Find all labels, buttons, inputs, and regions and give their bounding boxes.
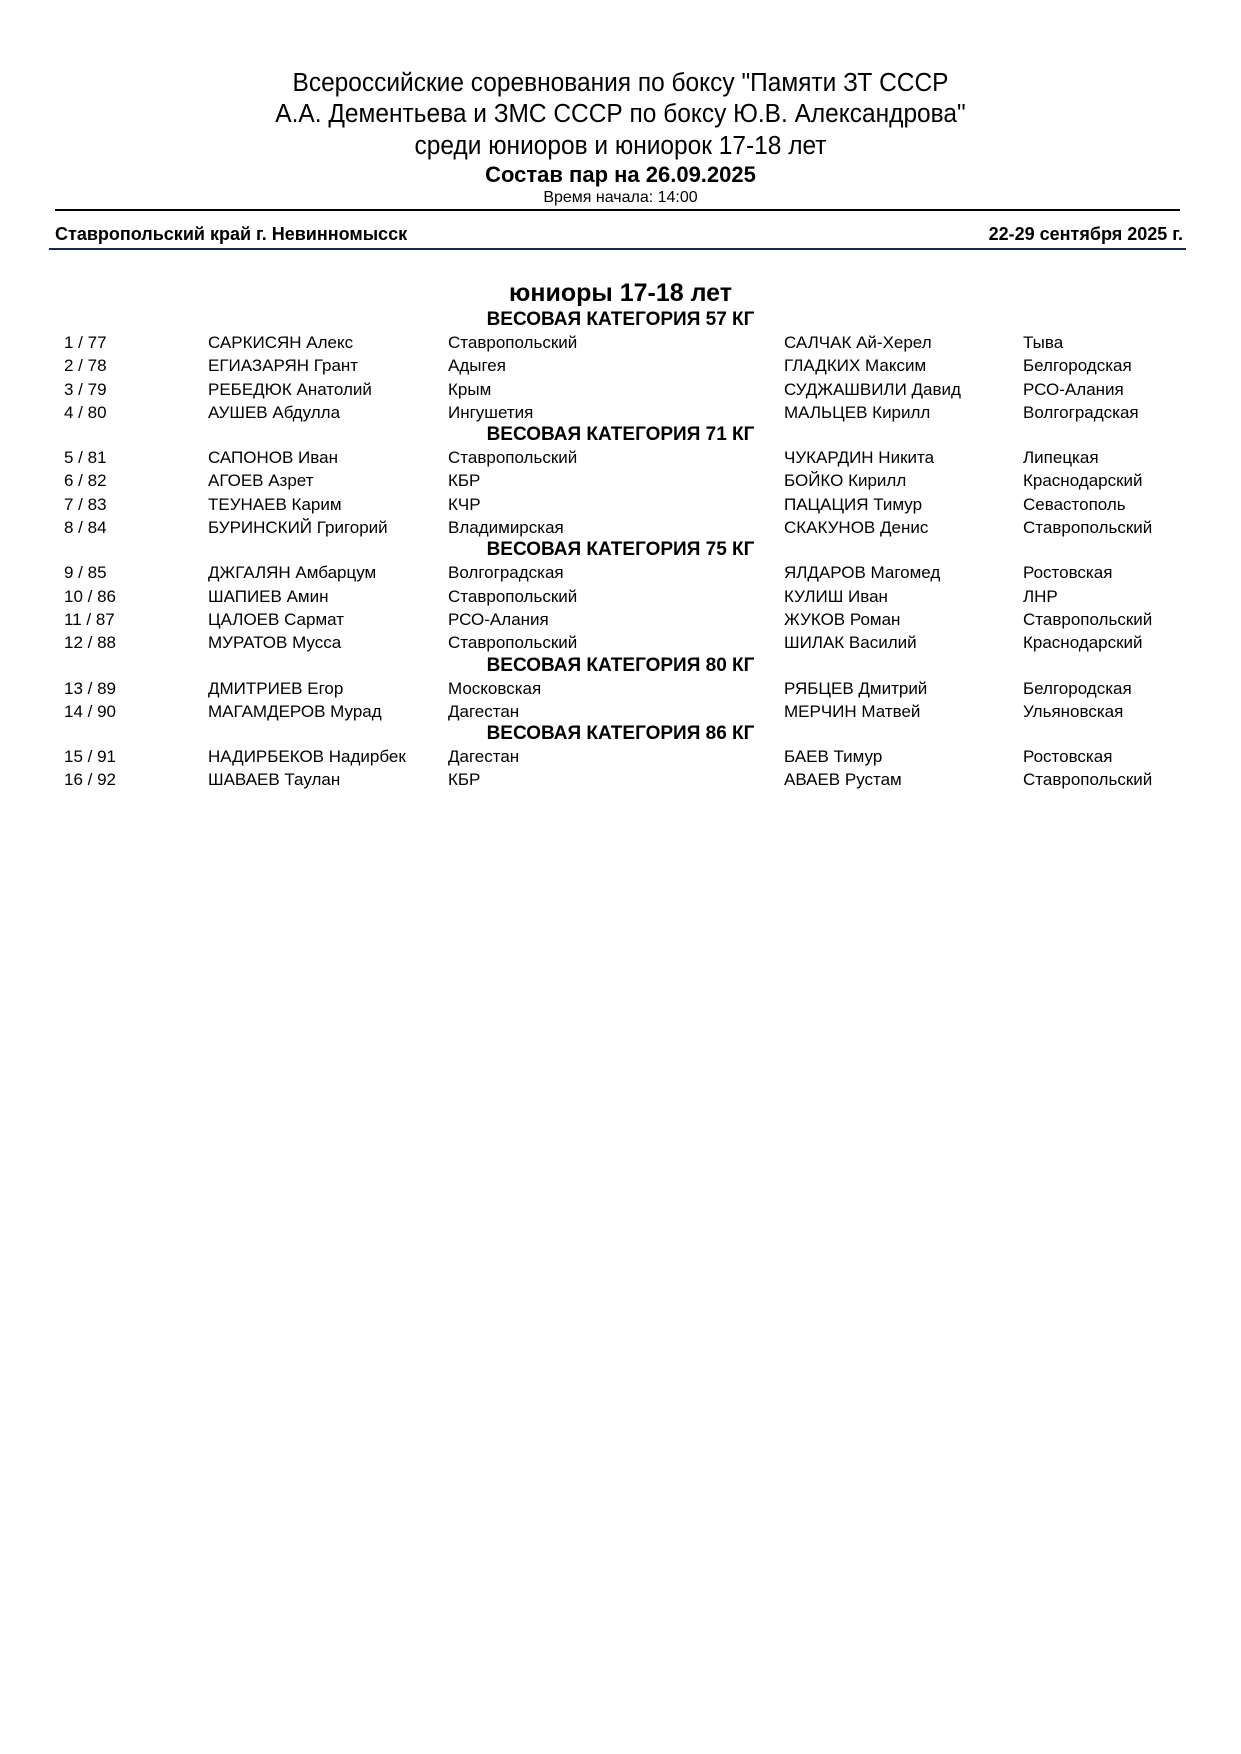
blue-corner-region: Севастополь [1023, 494, 1126, 514]
blue-corner-region: Волгоградская [1023, 402, 1139, 422]
weight-category-heading: ВЕСОВАЯ КАТЕГОРИЯ 86 КГ [486, 723, 755, 745]
red-corner-region: Ставропольский [448, 586, 578, 606]
bout-number: 11 / 87 [64, 609, 115, 629]
red-corner-region: Ставропольский [448, 633, 578, 653]
bout-number: 10 / 86 [64, 586, 116, 606]
bout-roster [0, 309, 1241, 792]
blue-corner-name: МЕРЧИН Матвей [784, 701, 921, 721]
blue-corner-region: Ставропольский [1023, 609, 1153, 629]
bout-number: 14 / 90 [64, 701, 116, 721]
bout-row [0, 585, 1241, 608]
red-corner-name: БУРИНСКИЙ Григорий [208, 518, 388, 538]
red-corner-region: Крым [448, 379, 492, 399]
red-corner-region: Адыгея [448, 356, 506, 376]
blue-corner-region: Ростовская [1023, 563, 1113, 583]
red-corner-name: ШАВАЕВ Таулан [208, 770, 341, 790]
location-date-bar [55, 223, 1183, 245]
blue-corner-name: ПАЦАЦИЯ Тимур [784, 494, 923, 514]
bout-row [0, 378, 1241, 401]
bout-number: 12 / 88 [64, 633, 116, 653]
blue-corner-region: РСО-Алания [1023, 379, 1124, 399]
blue-corner-region: Тыва [1023, 333, 1064, 352]
bout-number: 4 / 80 [64, 402, 107, 422]
bout-number: 15 / 91 [64, 747, 116, 767]
weight-category-heading: ВЕСОВАЯ КАТЕГОРИЯ 80 КГ [486, 654, 755, 676]
weight-category-heading: ВЕСОВАЯ КАТЕГОРИЯ 75 КГ [486, 539, 755, 561]
blue-corner-region: ЛНР [1023, 586, 1058, 606]
red-corner-region: Ставропольский [448, 333, 578, 352]
bout-row [0, 516, 1241, 539]
bout-row [0, 700, 1241, 723]
event-title-line-3: среди юниоров и юниорок 17-18 лет [414, 132, 827, 160]
bout-row [0, 331, 1241, 354]
blue-corner-name: БОЙКО Кирилл [784, 471, 907, 491]
bout-number: 9 / 85 [64, 563, 107, 583]
red-corner-name: ЦАЛОЕВ Сармат [208, 609, 344, 629]
red-corner-region: Волгоградская [448, 563, 564, 583]
blue-corner-region: Ростовская [1023, 747, 1113, 767]
red-corner-region: РСО-Алания [448, 609, 549, 629]
red-corner-region: КБР [448, 770, 481, 790]
blue-corner-name: САЛЧАК Ай-Херел [784, 333, 932, 352]
blue-corner-name: СКАКУНОВ Денис [784, 518, 929, 538]
bout-row [0, 745, 1241, 768]
bout-number: 13 / 89 [64, 678, 116, 698]
red-corner-region: Ингушетия [448, 402, 534, 422]
red-corner-name: ДЖГАЛЯН Амбарцум [208, 563, 377, 583]
red-corner-region: КЧР [448, 494, 481, 514]
age-group-title: юниоры 17-18 лет [509, 279, 732, 307]
blue-corner-name: АВАЕВ Рустам [784, 770, 902, 790]
red-corner-name: ДМИТРИЕВ Егор [208, 678, 344, 698]
start-time: Время начала: 14:00 [543, 189, 698, 206]
red-corner-region: Дагестан [448, 747, 520, 767]
red-corner-name: АГОЕВ Азрет [208, 471, 314, 491]
blue-corner-name: КУЛИШ Иван [784, 586, 888, 606]
red-corner-region: КБР [448, 471, 481, 491]
event-title-line-1: Всероссийские соревнования по боксу "Памяти ЗТ СССР [292, 69, 949, 97]
blue-corner-region: Белгородская [1023, 356, 1132, 376]
weight-category-heading: ВЕСОВАЯ КАТЕГОРИЯ 57 КГ [486, 309, 755, 330]
bout-number: 6 / 82 [64, 471, 107, 491]
divider-top [55, 209, 1180, 211]
bout-row [0, 561, 1241, 584]
blue-corner-region: Ставропольский [1023, 518, 1153, 538]
bout-row [0, 401, 1241, 424]
blue-corner-region: Краснодарский [1023, 471, 1143, 491]
red-corner-name: МАГАМДЕРОВ Мурад [208, 701, 382, 721]
blue-corner-name: РЯБЦЕВ Дмитрий [784, 678, 928, 698]
red-corner-name: ТЕУНАЕВ Карим [208, 494, 342, 514]
blue-corner-region: Краснодарский [1023, 633, 1143, 653]
blue-corner-name: ЯЛДАРОВ Магомед [784, 563, 941, 583]
blue-corner-region: Ставропольский [1023, 770, 1153, 790]
blue-corner-name: БАЕВ Тимур [784, 747, 883, 767]
bout-number: 5 / 81 [64, 448, 107, 468]
red-corner-region: Московская [448, 678, 542, 698]
red-corner-name: НАДИРБЕКОВ Надирбек [208, 747, 406, 767]
blue-corner-name: ГЛАДКИХ Максим [784, 356, 927, 376]
bout-number: 16 / 92 [64, 770, 116, 790]
divider-bottom [49, 248, 1186, 250]
bout-row [0, 354, 1241, 377]
location: Ставропольский край г. Невинномысск [55, 224, 408, 244]
blue-corner-region: Белгородская [1023, 678, 1132, 698]
blue-corner-name: ЖУКОВ Роман [784, 609, 901, 629]
blue-corner-region: Липецкая [1023, 448, 1099, 468]
red-corner-name: САПОНОВ Иван [208, 448, 338, 468]
red-corner-name: САРКИСЯН Алекс [208, 333, 354, 352]
red-corner-name: МУРАТОВ Мусса [208, 633, 342, 653]
bout-row [0, 608, 1241, 631]
red-corner-name: ЕГИАЗАРЯН Грант [208, 356, 359, 376]
pairs-subtitle: Состав пар на 26.09.2025 [485, 162, 756, 187]
red-corner-region: Дагестан [448, 701, 520, 721]
red-corner-name: РЕБЕДЮК Анатолий [208, 379, 372, 399]
blue-corner-name: ШИЛАК Василий [784, 633, 917, 653]
bout-row [0, 677, 1241, 700]
blue-corner-region: Ульяновская [1023, 701, 1124, 721]
bout-number: 3 / 79 [64, 379, 107, 399]
red-corner-region: Владимирская [448, 518, 564, 538]
bout-number: 7 / 83 [64, 494, 107, 514]
red-corner-name: ШАПИЕВ Амин [208, 586, 329, 606]
bout-row [0, 446, 1241, 469]
weight-category-heading: ВЕСОВАЯ КАТЕГОРИЯ 71 КГ [486, 424, 755, 446]
event-dates: 22-29 сентября 2025 г. [988, 224, 1183, 244]
blue-corner-name: ЧУКАРДИН Никита [784, 448, 935, 468]
red-corner-name: АУШЕВ Абдулла [208, 402, 341, 422]
bout-row [0, 631, 1241, 654]
event-title-line-2: А.А. Дементьева и ЗМС СССР по боксу Ю.В. Александрова" [275, 100, 966, 128]
bout-row [0, 768, 1241, 791]
bout-number: 1 / 77 [64, 333, 107, 352]
bout-row [0, 469, 1241, 492]
bout-row [0, 493, 1241, 516]
bout-number: 8 / 84 [64, 518, 107, 538]
red-corner-region: Ставропольский [448, 448, 578, 468]
blue-corner-name: СУДЖАШВИЛИ Давид [784, 379, 961, 399]
blue-corner-name: МАЛЬЦЕВ Кирилл [784, 402, 931, 422]
bout-number: 2 / 78 [64, 356, 107, 376]
